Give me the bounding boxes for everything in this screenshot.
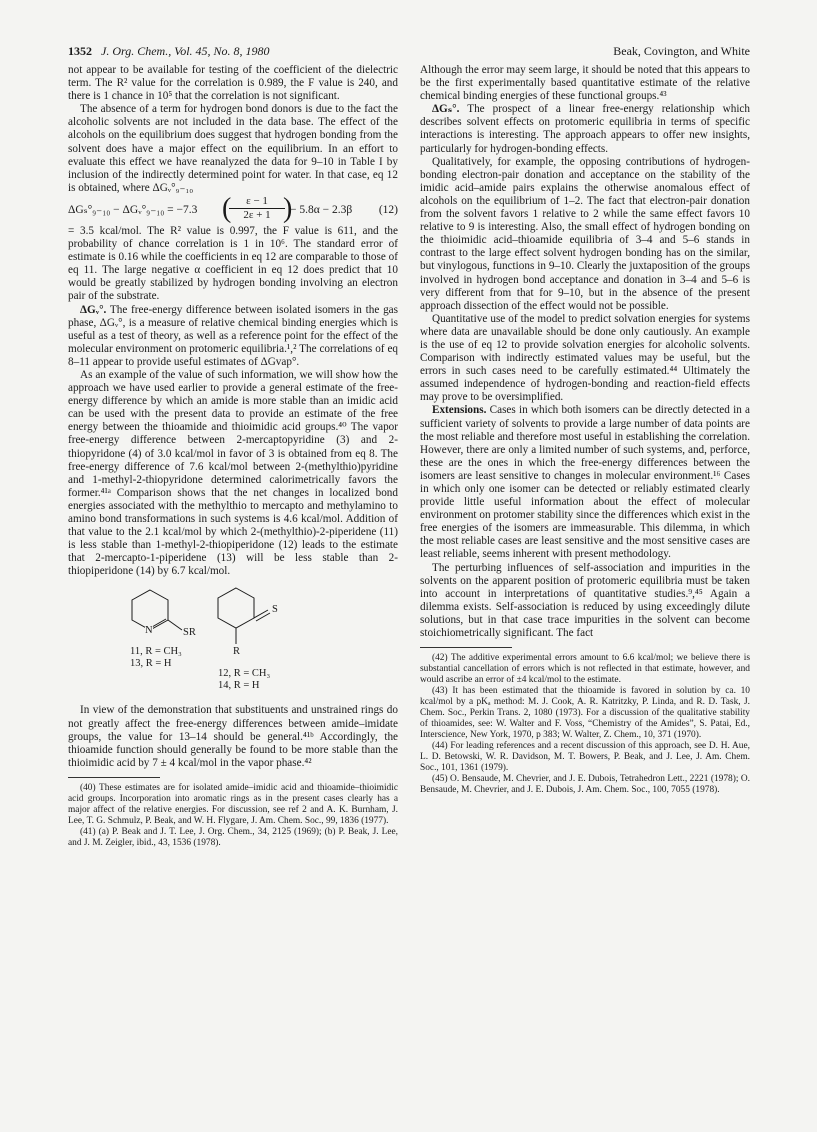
footnote-44: (44) For leading references and a recent discussion of this approach, see D. H. Aue, L. D. Betowski, W. R. Davidson, M. T. Bowers, P. Beak, and J. Lee, J. Am. Chem. Soc., 101, 1361 (1979). (420, 741, 750, 774)
paragraph (420, 103, 750, 155)
paragraph-text: The prospect of a linear free-energy relationship which describes solvent effects on protomeric equilibria in terms of specific interactions is interesting. The approach appears to offer new insights, particularly for hydrogen-bonding effects. (420, 103, 750, 155)
section-heading: Extensions. (432, 404, 487, 417)
compound-12-label: 12, R = CH₃ (218, 668, 271, 680)
footnote-43: (43) It has been estimated that the thioamide is favored in solution by ca. 10 kcal/mol by a pKₐ method: M. J. Cook, A. R. Katritzky, P. Linda, and R. D. Task, J. Chem. Soc., Perkin Trans. 2, 1080 (1973). For a discussion of the qualitative stability of thioamides, see: W. Walter and F. Voss, “Chemistry of the Amides”, S. Patai, Ed., Interscience, New York, 1970, p 383; W. Walter, Z. Chem., 10, 371 (1970). (420, 686, 750, 741)
footnote-rule (68, 777, 160, 778)
left-column (68, 64, 398, 849)
paragraph: The absence of a term for hydrogen bond donors is due to the fact the alcoholic solvents are not included in the data base. The effect of the alcohols on the equilibrium does suggest that hydrogen bonding from the solvent does have a major effect on the equilibrium. In an effort to evaluate this effect we have reanalyzed the data for 9–10 in Table I by inclusion of the indirectly determined point for water. In that case, eq 12 is obtained, where ΔGᵥ°₉₋₁₀ (68, 103, 398, 194)
running-authors: Beak, Covington, and White (613, 44, 750, 58)
compound-11-label: 11, R = CH₃ (130, 646, 182, 658)
left-paren: ( (222, 192, 232, 224)
compound-13-label: 13, R = H (130, 658, 172, 670)
paragraph: = 3.5 kcal/mol. The R² value is 0.997, the F value is 611, and the probability of chance correlation is 1 in 10⁶. The standard error of estimate is 0.16 while the coefficients in eq 12 are comparable to those of eq 11. The large negative α coefficient in eq 12 does predict that 10 would be greatly stabilized by hydrogen bonding involving an electron pair of the substrate. (68, 224, 398, 303)
s-label: S (272, 604, 278, 616)
atom-n-label: N (145, 625, 153, 637)
paragraph-text: The free-energy difference between isolated isomers in the gas phase, ΔGᵥ°, is a measure of relative chemical binding energies which is useful as a test of theory, as well as a reference point for the effect of the molecular environment on protomeric equilibria.¹,² The correlations of eq 8–11 appear to provide useful estimates of ΔGvap°. (68, 303, 398, 368)
paragraph: In view of the demonstration that substituents and unstrained rings do not greatly affect the free-energy differences between amide–imidate groups, the value for 13–14 should be general.⁴¹ᵇ Accordingly, the thioamide function should generally be found to be more stable than the thioimidic acid by 7 ± 4 kcal/mol in the vapor phase.⁴² (68, 704, 398, 769)
chemical-structures (68, 584, 398, 696)
double-bond (152, 619, 166, 627)
right-column (420, 64, 750, 796)
paragraph-text: Cases in which both isomers can be directly detected in a sufficient variety of solvents to provide a large number of data points are the most reliable and therefore most useful in establishing the correlation. However, there are only a limited number of such systems, and, perforce, these are the ones in which the free-energy differences between the isomers are least sensitive to changes in molecular environment.¹⁶ Cases in which only one isomer can be detected or reliably estimated clearly provide little useful information about the effect of molecular environment on protomer stability since the differences which exist in the free energies of the isomers are immeasurable. This dilemma, in which the most reliable cases are least sensitive and the most sensitive cases are least reliable, seems inherent with present methodology. (420, 404, 750, 561)
r-label: R (233, 646, 241, 658)
paragraph: Qualitatively, for example, the opposing contributions of hydrogen-bonding electron-pair donation and acceptance on the stability of the imidic acid–amide pairs explains the otherwise anomalous effect of alcohols on the equilibrium of 1–2. The fact that electron-pair donation from the solvent favors 1 relative to 2 while the same effect favors 10 relative to 9 is interesting. Also, the small effect of hydrogen bonding on the thioimidic acid–thioamide equilibria of 3–4 and 5–6 stands in contrast to the large effect solvent hydrogen bonding has on the similar, but vinylogous, functions in 9–10. Clearly the juxtaposition of the groups involved in hydrogen bond acceptance and donation in 3–4 and 5–6 is very different from that for 9–10, but in the absence of the present approach dissection of the effect would not be possible. (420, 155, 750, 312)
sr-label: SR (183, 627, 196, 639)
paragraph: As an example of the value of such information, we will show how the approach we have used earlier to provide a general estimate of the free-energy difference by which an amide is more stable than an imidic acid can be used with the present data to provide an estimate of the free energy between the thioamide and thioimidic acid groups.⁴⁰ The vapor free-energy difference between 2-mercaptopyridine (3) and 2-thiopyridone (4) of 3.0 kcal/mol in favor of 3 is obtained from eq 8. The free-energy difference of 7.6 kcal/mol between 2-(methylthio)pyridine and 1-methyl-2-thiopyridone determined calorimetrically favors the former.⁴¹ᵃ Comparison shows that the net changes in localized bond energies associated with the methylthio to mercapto and methylamino to amino bond transformations in such systems is 4.6 kcal/mol. Addition of that value to the 2.1 kcal/mol by which 2-(methylthio)-2-piperidene (11) is less stable than 1-methyl-2-thiopiperidone (12) leads to the estimate that 2-mercapto-1-piperidene (13) will be less stable than 2-thiopiperidone (14) by 6.7 kcal/mol. (68, 368, 398, 578)
footnote-41: (41) (a) P. Beak and J. T. Lee, J. Org. Chem., 34, 2125 (1969); (b) P. Beak, J. Lee, and J. M. Zeigler, ibid., 43, 1536 (1978). (68, 826, 398, 848)
fraction-numerator: ε − 1 (229, 195, 285, 209)
page-header (68, 44, 750, 60)
paragraph: not appear to be available for testing of the coefficient of the dielectric term. The R² value for the correlation is 0.989, the F value is 240, and there is 1 chance in 10⁵ that the correlation is not significant. (68, 64, 398, 103)
paragraph: Although the error may seem large, it should be noted that this appears to be the first experimentally based quantitative estimate of the relative chemical binding energies of these functional groups.⁴³ (420, 64, 750, 103)
footnote-42: (42) The additive experimental errors amount to 6.6 kcal/mol; we believe there is substantial cancellation of errors which is not reflected in that estimate, however, and would ascribe an error of ±4 kcal/mol to the estimate. (420, 653, 750, 686)
paragraph (68, 304, 398, 369)
compound-14-label: 14, R = H (218, 680, 260, 692)
right-paren: ) (283, 192, 293, 224)
ring-11-13 (132, 590, 168, 630)
double-bond-cs (256, 613, 270, 621)
footnote-40: (40) These estimates are for isolated amide–imidic acid and thioamide–thioimidic acid groups. Incorporation into aromatic rings as in the present cases clearly has a major affect of the relative energies. For discussion, see ref 2 and A. K. Burnham, J. Lee, T. G. Schmulz, P. Beak, and W. H. Flygare, J. Am. Chem. Soc., 99, 1836 (1977). (68, 782, 398, 826)
footnote-rule (420, 647, 512, 648)
paragraph: Quantitative use of the model to predict solvation energies for systems where data are unavailable should be done only cautiously. An example is the use of eq 12 to provide solvation energies for alcoholic solvents. Comparison with indirectly estimated values may be useful, but the errors in such cases need to be carefully estimated.⁴⁴ Ultimately the assumed independence of hydrogen-bonding and reaction-field effects may prove to be oversimplified. (420, 312, 750, 404)
bond-cs (254, 610, 268, 618)
fraction-denominator: 2ε + 1 (243, 209, 271, 222)
footnote-45: (45) O. Bensaude, M. Chevrier, and J. E. Dubois, Tetrahedron Lett., 2221 (1978); O. Bensaude, M. Chevrier, and J. E. Dubois, J. Am. Chem. Soc., 100, 7055 (1978). (420, 774, 750, 796)
equation-rhs: − 5.8α − 2.3β (290, 203, 353, 216)
equation-lhs: ΔGₛ°₉₋₁₀ − ΔGᵥ°₉₋₁₀ = −7.3 (68, 203, 198, 216)
equation-number: (12) (378, 203, 398, 216)
equation-fraction (229, 195, 285, 222)
bond-sr (168, 620, 182, 630)
journal-citation: J. Org. Chem., Vol. 45, No. 8, 1980 (101, 44, 270, 58)
page-number: 1352 (68, 44, 92, 58)
equation-12 (68, 192, 398, 225)
section-heading: ΔGₛ°. (432, 103, 460, 116)
paragraph (420, 404, 750, 561)
section-heading: ΔGᵥ°. (80, 303, 107, 316)
paragraph: The perturbing influences of self-association and impurities in the solvents on the apparent position of protomeric equilibria must be taken into account in interpretations of quantitative studies.⁹,⁴⁵ Again a dilemma exists. Self-association is reduced by using exceedingly dilute solutions, but in that case trace impurities in the solvent can become stoichiometrically significant. The fact (420, 561, 750, 640)
ring-12-14 (218, 588, 254, 628)
